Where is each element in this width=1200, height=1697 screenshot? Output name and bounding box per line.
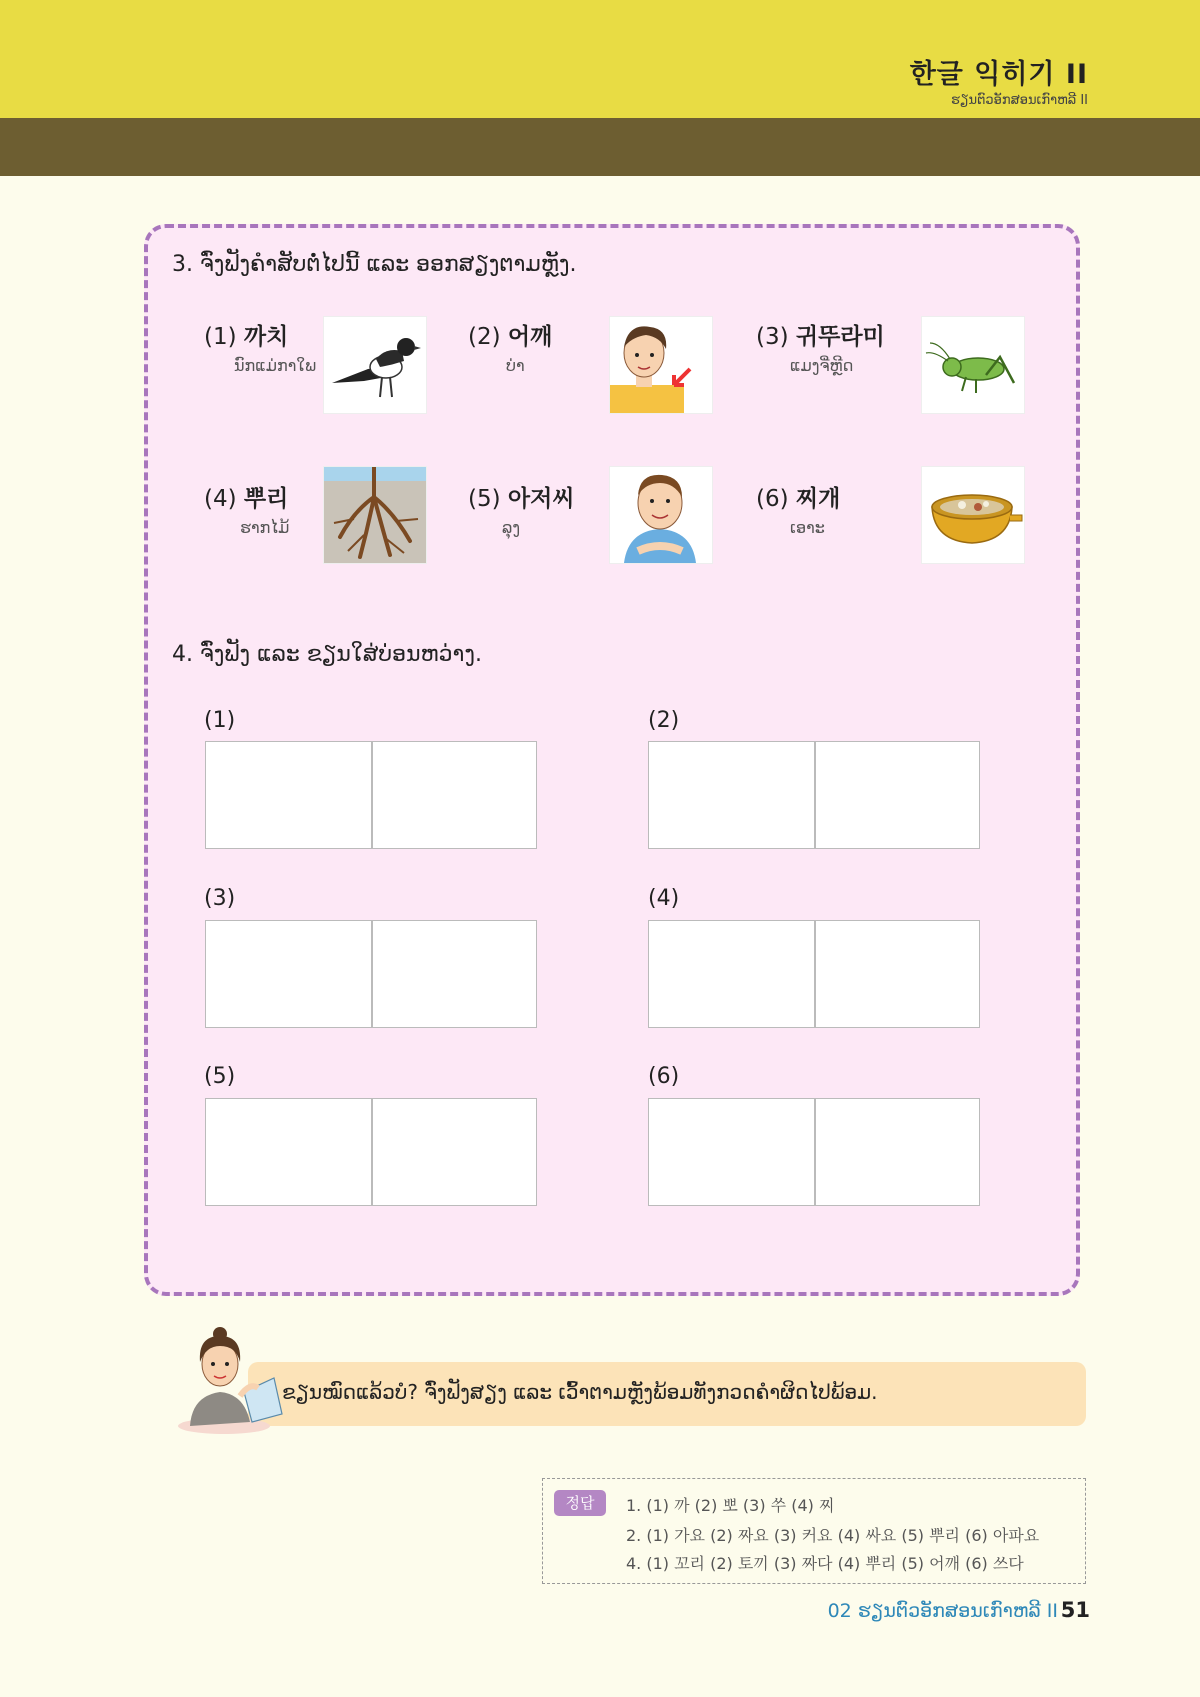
q4-answer-box-2[interactable] [648,741,980,849]
box-divider [814,1099,816,1205]
roots-icon [323,466,427,564]
q3-item-3-gloss: ແມງຈີ່ຫຼີດ [790,356,854,375]
q3-item-5-gloss: ລຸງ [502,518,521,537]
q4-answer-box-4[interactable] [648,920,980,1028]
q4-item-5-label: (5) [204,1064,236,1089]
q4-item-3-label: (3) [204,886,236,911]
question-3-title: 3. ຈົ່ງຟັງຄຳສັບຕໍ່ໄປນີ້ ແລະ ອອກສຽງຕາມຫຼັງ. [172,252,577,277]
chapter-subtitle: ຮຽນຕົວອັກສອນເກົາຫລີ II [951,93,1088,108]
q3-item-2-gloss: ບ່າ [506,356,525,375]
q4-item-1-label: (1) [204,708,236,733]
q3-item-3-label: (3) 귀뚜라미 [756,324,885,350]
magpie-icon [323,316,427,414]
page-number: 51 [1060,1598,1090,1622]
q3-item-6-gloss: ເອາະ [790,518,825,537]
q4-item-6-label: (6) [648,1064,680,1089]
stew-pot-icon [921,466,1025,564]
box-divider [371,921,373,1027]
tip-text: ຂຽນໝົດແລ້ວບໍ? ຈົ່ງຟັງສຽງ ແລະ ເວົ້າຕາມຫຼັງພ້ອມທັງກວດຄຳຜິດໄປພ້ອມ. [282,1380,878,1404]
answer-key-badge: 정답 [554,1490,606,1516]
box-divider [371,1099,373,1205]
header-stripe [0,118,1200,176]
q3-item-2-label: (2) 어깨 [468,324,553,350]
answer-line-3: 4. (1) 꼬리 (2) 토끼 (3) 짜다 (4) 뿌리 (5) 어깨 (6) 쓰다 [626,1554,1024,1573]
q3-item-6-label: (6) 찌개 [756,486,841,512]
box-divider [814,921,816,1027]
q4-answer-box-1[interactable] [205,741,537,849]
answer-line-1: 1. (1) 까 (2) 뽀 (3) 쑤 (4) 찌 [626,1496,835,1515]
cricket-icon [921,316,1025,414]
shoulder-icon [609,316,713,414]
box-divider [371,742,373,848]
q3-item-1-label: (1) 까치 [204,324,289,350]
q3-item-4-gloss: ຮາກໄມ້ [240,518,290,537]
chapter-title: 한글 익히기 II [909,59,1088,90]
footer-chapter: 02 ຮຽນຕົວອັກສອນເກົາຫລີ II [827,1600,1058,1622]
q4-answer-box-5[interactable] [205,1098,537,1206]
q4-answer-box-3[interactable] [205,920,537,1028]
q4-answer-box-6[interactable] [648,1098,980,1206]
q4-item-4-label: (4) [648,886,680,911]
q3-item-5-label: (5) 아저씨 [468,486,575,512]
teacher-icon [178,1322,288,1434]
man-icon [609,466,713,564]
answer-line-2: 2. (1) 가요 (2) 짜요 (3) 커요 (4) 싸요 (5) 뿌리 (6) 아파요 [626,1526,1040,1545]
box-divider [814,742,816,848]
q3-item-4-label: (4) 뿌리 [204,486,289,512]
q4-item-2-label: (2) [648,708,680,733]
question-4-title: 4. ຈົ່ງຟັງ ແລະ ຂຽນໃສ່ບ່ອນຫວ່າງ. [172,642,482,667]
q3-item-1-gloss: ນົກແມ່ກາໃພ [234,356,317,375]
